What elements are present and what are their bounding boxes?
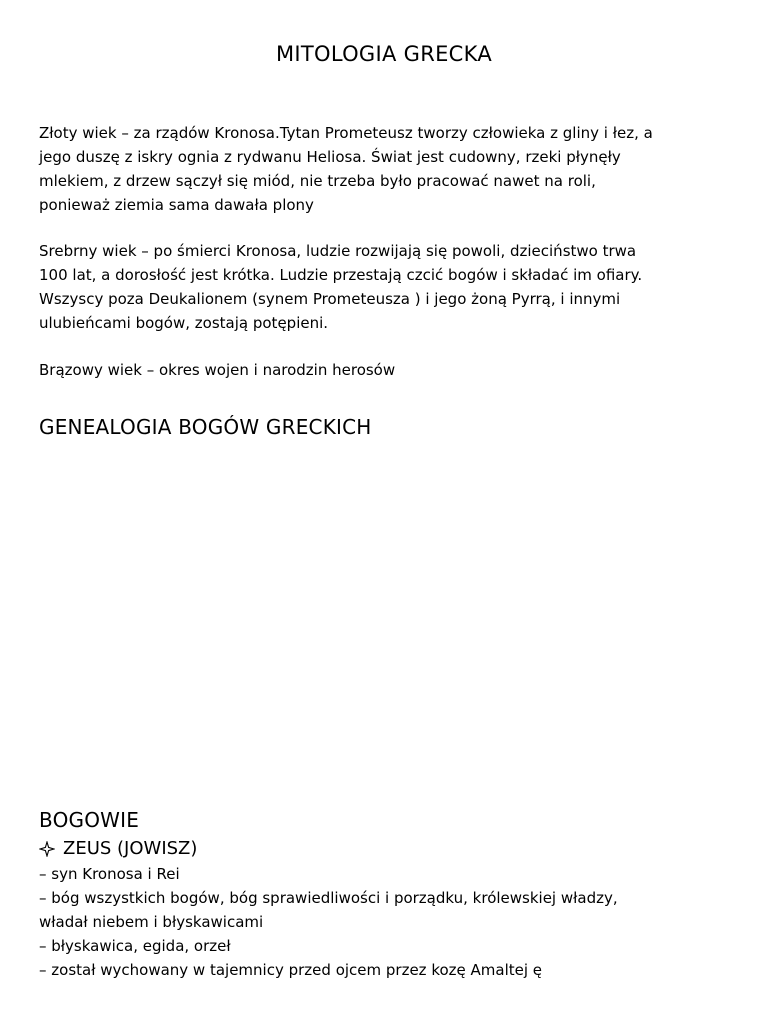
genealogy-blank-area xyxy=(39,460,729,790)
list-item: – syn Kronosa i Rei xyxy=(39,865,180,883)
text-line: ulubieńcami bogów, zostają potępieni. xyxy=(39,314,329,332)
zeus-heading xyxy=(39,838,197,859)
gods-heading: BOGOWIE xyxy=(39,808,140,832)
text-line: 100 lat, a dorosłość jest krótka. Ludzie przestają czcić bogów i składać im ofiary. xyxy=(39,266,643,284)
text-line: mlekiem, z drzew sączył się miód, nie trzeba było pracować nawet na roli, xyxy=(39,172,596,190)
paragraph-bronze-age xyxy=(39,358,739,382)
text-line: ponieważ ziemia sama dawała plony xyxy=(39,196,314,214)
genealogy-heading: GENEALOGIA BOGÓW GRECKICH xyxy=(39,415,372,439)
four-point-star-icon xyxy=(39,841,55,857)
text-line: Wszyscy poza Deukalionem (synem Prometeusza ) i jego żoną Pyrrą, i innymi xyxy=(39,290,621,308)
zeus-heading-label: ZEUS (JOWISZ) xyxy=(63,838,198,859)
list-item: – bóg wszystkich bogów, bóg sprawiedliwości i porządku, królewskiej władzy, xyxy=(39,889,618,907)
paragraph-golden-age xyxy=(39,121,739,217)
list-item: – błyskawica, egida, orzeł xyxy=(39,937,231,955)
paragraph-silver-age xyxy=(39,239,739,335)
zeus-attributes-list xyxy=(39,862,739,982)
text-line: Brązowy wiek – okres wojen i narodzin herosów xyxy=(39,361,396,379)
list-item: – został wychowany w tajemnicy przed ojcem przez kozę Amaltej ę xyxy=(39,961,543,979)
text-line: Srebrny wiek – po śmierci Kronosa, ludzie rozwijają się powoli, dzieciństwo trwa xyxy=(39,242,637,260)
text-line: Złoty wiek – za rządów Kronosa.Tytan Prometeusz tworzy człowieka z gliny i łez, a xyxy=(39,124,653,142)
list-item: władał niebem i błyskawicami xyxy=(39,913,264,931)
page-title: MITOLOGIA GRECKA xyxy=(275,42,493,66)
text-line: jego duszę z iskry ognia z rydwanu Heliosa. Świat jest cudowny, rzeki płynęły xyxy=(39,148,621,166)
